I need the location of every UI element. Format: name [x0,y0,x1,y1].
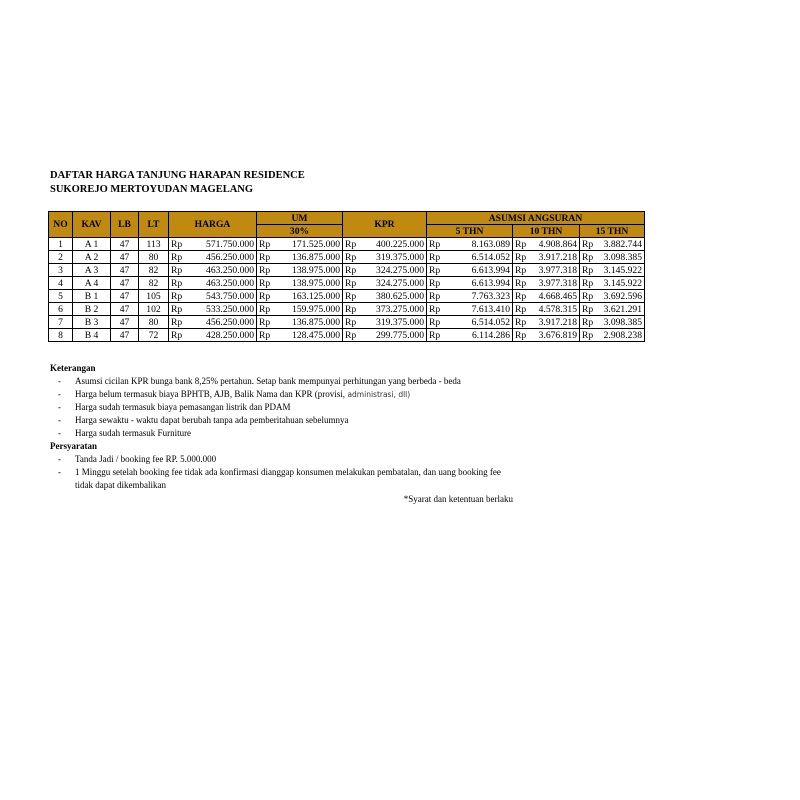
currency-label: Rp [345,303,357,315]
amount-value: 299.775.000 [376,329,424,341]
cell-angsuran-5 [427,290,513,303]
header-asumsi-angsuran: ASUMSI ANGSURAN [427,212,645,225]
currency-label: Rp [259,264,271,276]
currency-label: Rp [515,264,527,276]
currency-label: Rp [429,329,441,341]
cell-angsuran-15 [580,277,645,290]
cell-angsuran-10 [513,290,580,303]
keterangan-list [50,375,570,440]
currency-label: Rp [582,251,594,263]
price-table [48,211,645,342]
currency-label: Rp [171,251,183,263]
amount-value: 3.917.218 [538,316,577,328]
currency-label: Rp [582,238,594,250]
currency-label: Rp [582,277,594,289]
document-title [50,169,305,197]
cell-angsuran-5 [427,264,513,277]
amount-value: 138.975.000 [292,264,340,276]
cell-harga [169,264,257,277]
cell-lt: 72 [139,329,169,342]
amount-value: 543.750.000 [206,290,254,302]
cell-um [257,264,343,277]
amount-value: 6.114.286 [471,329,510,341]
amount-value: 136.875.000 [292,251,340,263]
amount-value: 319.375.000 [376,316,424,328]
amount-value: 3.977.318 [538,264,577,276]
currency-label: Rp [429,316,441,328]
currency-label: Rp [171,329,183,341]
currency-label: Rp [345,329,357,341]
cell-no: 3 [49,264,73,277]
cell-um [257,238,343,251]
currency-label: Rp [345,264,357,276]
cell-um [257,303,343,316]
list-item: - Harga sudah termasuk Furniture [58,428,192,438]
currency-label: Rp [515,238,527,250]
cell-um [257,277,343,290]
list-item: - Harga belum termasuk biaya BPHTB, AJB, Balik Nama dan KPR (provisi, administrasi, dll) [58,389,411,399]
header-kav: KAV [73,212,111,238]
currency-label: Rp [259,303,271,315]
cell-no: 8 [49,329,73,342]
amount-value: 163.125.000 [292,290,340,302]
amount-value: 136.875.000 [292,316,340,328]
currency-label: Rp [171,316,183,328]
currency-label: Rp [429,290,441,302]
amount-value: 4.908.864 [538,238,577,250]
cell-kpr [343,329,427,342]
cell-angsuran-10 [513,316,580,329]
amount-value: 3.145.922 [603,264,642,276]
cell-angsuran-15 [580,238,645,251]
amount-value: 3.692.596 [603,290,642,302]
header-15-thn: 15 THN [580,225,645,238]
cell-lt: 102 [139,303,169,316]
amount-value: 138.975.000 [292,277,340,289]
cell-kav: A 2 [73,251,111,264]
header-kpr: KPR [343,212,427,238]
currency-label: Rp [345,238,357,250]
header-10-thn: 10 THN [513,225,580,238]
table-row [49,316,645,329]
cell-kav: B 3 [73,316,111,329]
cell-kav: A 1 [73,238,111,251]
amount-value: 3.621.291 [603,303,642,315]
currency-label: Rp [429,238,441,250]
cell-lb: 47 [111,264,139,277]
list-item: - 1 Minggu setelah booking fee tidak ada konfirmasi dianggap konsumen melakukan pembatalan, dan uang booking fee [58,467,501,477]
amount-value: 3.145.922 [603,277,642,289]
cell-kpr [343,251,427,264]
currency-label: Rp [582,329,594,341]
cell-lt: 82 [139,277,169,290]
cell-lb: 47 [111,290,139,303]
currency-label: Rp [259,316,271,328]
currency-label: Rp [582,316,594,328]
amount-value: 8.163.089 [471,238,510,250]
cell-lb: 47 [111,238,139,251]
currency-label: Rp [515,303,527,315]
table-header-row-1 [49,212,645,225]
currency-label: Rp [429,277,441,289]
cell-angsuran-10 [513,264,580,277]
cell-angsuran-10 [513,329,580,342]
currency-label: Rp [515,329,527,341]
amount-value: 456.250.000 [206,316,254,328]
list-item: - Asumsi cicilan KPR bunga bank 8,25% pertahun. Setap bank mempunyai perhitungan yang berbeda - beda [58,376,461,386]
currency-label: Rp [171,290,183,302]
title-line-2: SUKOREJO MERTOYUDAN MAGELANG [50,184,254,195]
cell-no: 4 [49,277,73,290]
currency-label: Rp [582,303,594,315]
table-row [49,303,645,316]
cell-angsuran-5 [427,251,513,264]
footnote: *Syarat dan ketentuan berlaku [403,494,513,504]
cell-kav: B 1 [73,290,111,303]
table-row [49,238,645,251]
cell-lt: 82 [139,264,169,277]
amount-value: 400.225.000 [376,238,424,250]
currency-label: Rp [515,251,527,263]
cell-lb: 47 [111,316,139,329]
cell-angsuran-15 [580,316,645,329]
amount-value: 428.250.000 [206,329,254,341]
header-um-percent: 30% [257,225,343,238]
amount-value: 380.625.000 [376,290,424,302]
cell-no: 7 [49,316,73,329]
currency-label: Rp [345,251,357,263]
amount-value: 4.578.315 [538,303,577,315]
cell-angsuran-15 [580,303,645,316]
persyaratan-heading: Persyaratan [50,441,97,451]
cell-angsuran-10 [513,238,580,251]
currency-label: Rp [259,277,271,289]
list-item: - Harga sewaktu - waktu dapat berubah tanpa ada pemberitahuan sebelumnya [58,415,349,425]
amount-value: 7.763.323 [471,290,510,302]
cell-angsuran-15 [580,251,645,264]
cell-kpr [343,264,427,277]
cell-lt: 80 [139,316,169,329]
header-5-thn: 5 THN [427,225,513,238]
currency-label: Rp [259,238,271,250]
currency-label: Rp [582,264,594,276]
cell-angsuran-10 [513,303,580,316]
cell-angsuran-5 [427,238,513,251]
cell-angsuran-5 [427,329,513,342]
currency-label: Rp [345,316,357,328]
amount-value: 3.882.744 [603,238,642,250]
amount-value: 463.250.000 [206,264,254,276]
currency-label: Rp [259,329,271,341]
cell-kav: A 4 [73,277,111,290]
cell-angsuran-5 [427,316,513,329]
cell-lb: 47 [111,251,139,264]
currency-label: Rp [259,290,271,302]
amount-value: 3.098.385 [603,316,642,328]
currency-label: Rp [171,303,183,315]
amount-value: 324.275.000 [376,264,424,276]
cell-harga [169,290,257,303]
list-item: - Tanda Jadi / booking fee RP. 5.000.000 [58,454,217,464]
amount-value: 456.250.000 [206,251,254,263]
title-line-1: DAFTAR HARGA TANJUNG HARAPAN RESIDENCE [50,170,305,181]
amount-value: 6.613.994 [471,264,510,276]
amount-value: 319.375.000 [376,251,424,263]
cell-um [257,316,343,329]
amount-value: 571.750.000 [206,238,254,250]
table-body [49,238,645,342]
amount-value: 128.475.000 [292,329,340,341]
amount-value: 3.917.218 [538,251,577,263]
currency-label: Rp [429,264,441,276]
currency-label: Rp [171,277,183,289]
cell-kpr [343,238,427,251]
currency-label: Rp [171,264,183,276]
currency-label: Rp [345,277,357,289]
amount-value: 6.514.052 [471,316,510,328]
amount-value: 373.275.000 [376,303,424,315]
cell-harga [169,251,257,264]
cell-um [257,329,343,342]
header-lb: LB [111,212,139,238]
amount-value: 2.908.238 [603,329,642,341]
cell-no: 5 [49,290,73,303]
cell-no: 2 [49,251,73,264]
cell-kpr [343,303,427,316]
amount-value: 3.676.819 [538,329,577,341]
cell-kav: B 4 [73,329,111,342]
table-row [49,329,645,342]
amount-value: 6.514.052 [471,251,510,263]
table-row [49,264,645,277]
cell-angsuran-15 [580,264,645,277]
cell-lb: 47 [111,329,139,342]
currency-label: Rp [345,290,357,302]
cell-lt: 113 [139,238,169,251]
cell-kav: A 3 [73,264,111,277]
currency-label: Rp [515,316,527,328]
amount-value: 324.275.000 [376,277,424,289]
cell-angsuran-15 [580,290,645,303]
amount-value: 171.525.000 [292,238,340,250]
header-um: UM [257,212,343,225]
currency-label: Rp [515,277,527,289]
cell-angsuran-10 [513,277,580,290]
table-row [49,277,645,290]
cell-lt: 80 [139,251,169,264]
currency-label: Rp [582,290,594,302]
amount-value: 7.613.410 [471,303,510,315]
amount-value: 3.977.318 [538,277,577,289]
cell-kav: B 2 [73,303,111,316]
cell-harga [169,329,257,342]
amount-value: 463.250.000 [206,277,254,289]
currency-label: Rp [259,251,271,263]
cell-harga [169,238,257,251]
notes-section [50,362,570,506]
header-no: NO [49,212,73,238]
cell-harga [169,316,257,329]
currency-label: Rp [429,303,441,315]
cell-harga [169,277,257,290]
header-lt: LT [139,212,169,238]
cell-harga [169,303,257,316]
cell-lb: 47 [111,303,139,316]
currency-label: Rp [515,290,527,302]
currency-label: Rp [171,238,183,250]
table-row [49,290,645,303]
amount-value: 3.098.385 [603,251,642,263]
persyaratan-list [50,453,570,492]
cell-kpr [343,277,427,290]
cell-angsuran-15 [580,329,645,342]
cell-um [257,251,343,264]
cell-no: 6 [49,303,73,316]
amount-value: 533.250.000 [206,303,254,315]
cell-angsuran-5 [427,303,513,316]
cell-lt: 105 [139,290,169,303]
cell-angsuran-5 [427,277,513,290]
list-item-continuation: tidak dapat dikembalikan [75,480,166,490]
cell-no: 1 [49,238,73,251]
table-row [49,251,645,264]
cell-kpr [343,316,427,329]
amount-value: 6.613.994 [471,277,510,289]
header-harga: HARGA [169,212,257,238]
cell-angsuran-10 [513,251,580,264]
cell-lb: 47 [111,277,139,290]
currency-label: Rp [429,251,441,263]
amount-value: 159.975.000 [292,303,340,315]
cell-kpr [343,290,427,303]
keterangan-heading: Keterangan [50,363,96,373]
amount-value: 4.668.465 [538,290,577,302]
cell-um [257,290,343,303]
list-item: - Harga sudah termasuk biaya pemasangan listrik dan PDAM [58,402,291,412]
